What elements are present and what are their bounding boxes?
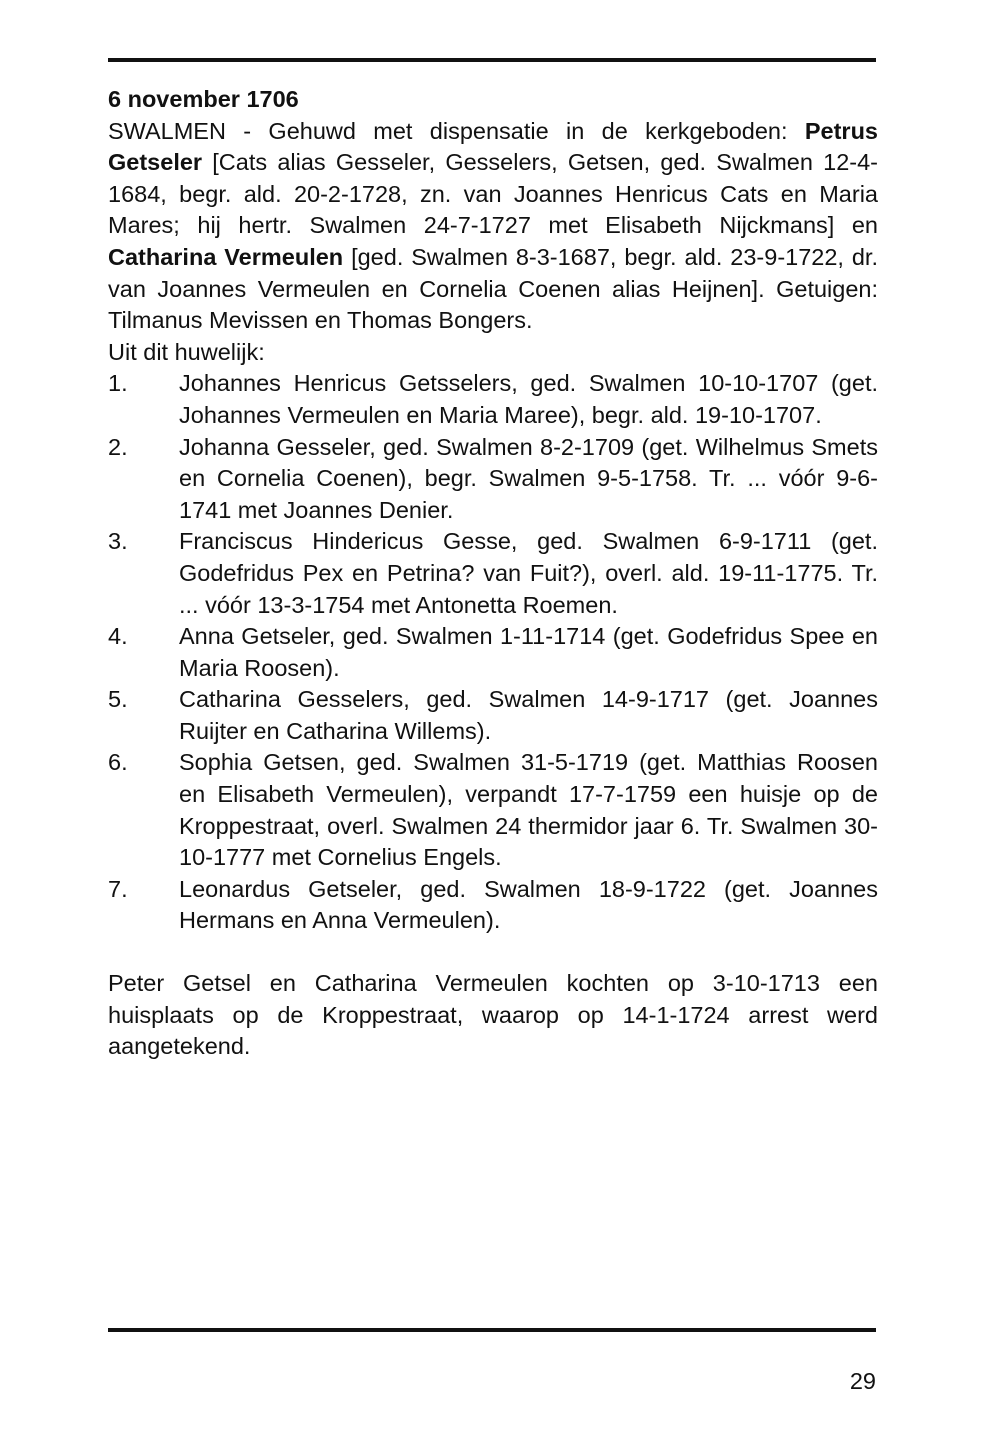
- list-item-text: Johannes Henricus Getsselers, ged. Swalmen 10-10-1707 (get. Johannes Vermeulen en Maria Maree), begr. ald. 19-10-1707.: [179, 370, 878, 428]
- list-item-number: 3.: [108, 528, 128, 555]
- list-item: [108, 368, 878, 431]
- list-item-number: 5.: [108, 686, 128, 713]
- intro-text-3: [ged. Swalmen 8-3-1687, begr. ald. 23-9-1722, dr. van Joannes Vermeulen en Cornelia Coenen alias Heijnen]. Getuigen: Tilmanus Mevissen en Thomas Bongers.: [108, 243, 878, 334]
- list-item-text: Anna Getseler, ged. Swalmen 1-11-1714 (get. Godefridus Spee en Maria Roosen).: [179, 623, 878, 681]
- list-item-text: Catharina Gesselers, ged. Swalmen 14-9-1717 (get. Joannes Ruijter en Catharina Willems).: [179, 686, 878, 744]
- children-heading: Uit dit huwelijk:: [108, 338, 265, 365]
- list-item-number: 7.: [108, 875, 128, 902]
- intro-text-1: SWALMEN - Gehuwd met dispensatie in de kerkgeboden:: [108, 117, 805, 144]
- list-item: [108, 526, 878, 621]
- page-content: [108, 84, 878, 1063]
- list-item-number: 2.: [108, 433, 128, 460]
- list-item-text: Johanna Gesseler, ged. Swalmen 8-2-1709 (get. Wilhelmus Smets en Cornelia Coenen), begr. Swalmen 9-5-1758. Tr. ... vóór 9-6-1741 met Joannes Denier.: [179, 433, 878, 523]
- intro-text-2: [Cats alias Gesseler, Gesselers, Getsen, ged. Swalmen 12-4-1684, begr. ald. 20-2-1728, zn. van Joannes Henricus Cats en Maria Mares; hij hertr. Swalmen 24-7-1727 met Elisabeth Nijckmans] en: [108, 149, 878, 239]
- list-item: [108, 747, 878, 873]
- list-item-text: Leonardus Getseler, ged. Swalmen 18-9-1722 (get. Joannes Hermans en Anna Vermeulen).: [179, 875, 878, 934]
- date-heading: 6 november 1706: [108, 86, 299, 112]
- page-number: 29: [849, 1368, 876, 1394]
- list-item-text: Franciscus Hindericus Gesse, ged. Swalmen 6-9-1711 (get. Godefridus Pex en Petrina? van Fuit?), overl. ald. 19-11-1775. Tr. ... vóór 13-3-1754 met Antonetta Roemen.: [179, 528, 878, 618]
- list-item: [108, 874, 878, 937]
- list-item-number: 6.: [108, 749, 128, 776]
- bottom-rule: [108, 1328, 876, 1332]
- top-rule: [108, 58, 876, 62]
- closing-paragraph: Peter Getsel en Catharina Vermeulen kochten op 3-10-1713 een huisplaats op de Kroppestraat, waarop op 14-1-1724 arrest werd aangetekend.: [108, 970, 878, 1060]
- list-item-text: Sophia Getsen, ged. Swalmen 31-5-1719 (get. Matthias Roosen en Elisabeth Vermeulen), verpandt 17-7-1759 een huisje op de Kroppestraat, overl. Swalmen 24 thermidor jaar 6. Tr. Swalmen 30-10-1777 met Cornelius Engels.: [179, 749, 878, 871]
- groom-name: Petrus Getseler: [108, 117, 878, 176]
- list-item-number: 1.: [108, 370, 128, 397]
- list-item: [108, 621, 878, 684]
- list-item: [108, 684, 878, 747]
- children-list: [108, 368, 878, 937]
- bride-name: Catharina Vermeulen: [108, 243, 344, 270]
- marriage-record: [108, 116, 878, 337]
- list-item-number: 4.: [108, 623, 128, 650]
- list-item: [108, 432, 878, 527]
